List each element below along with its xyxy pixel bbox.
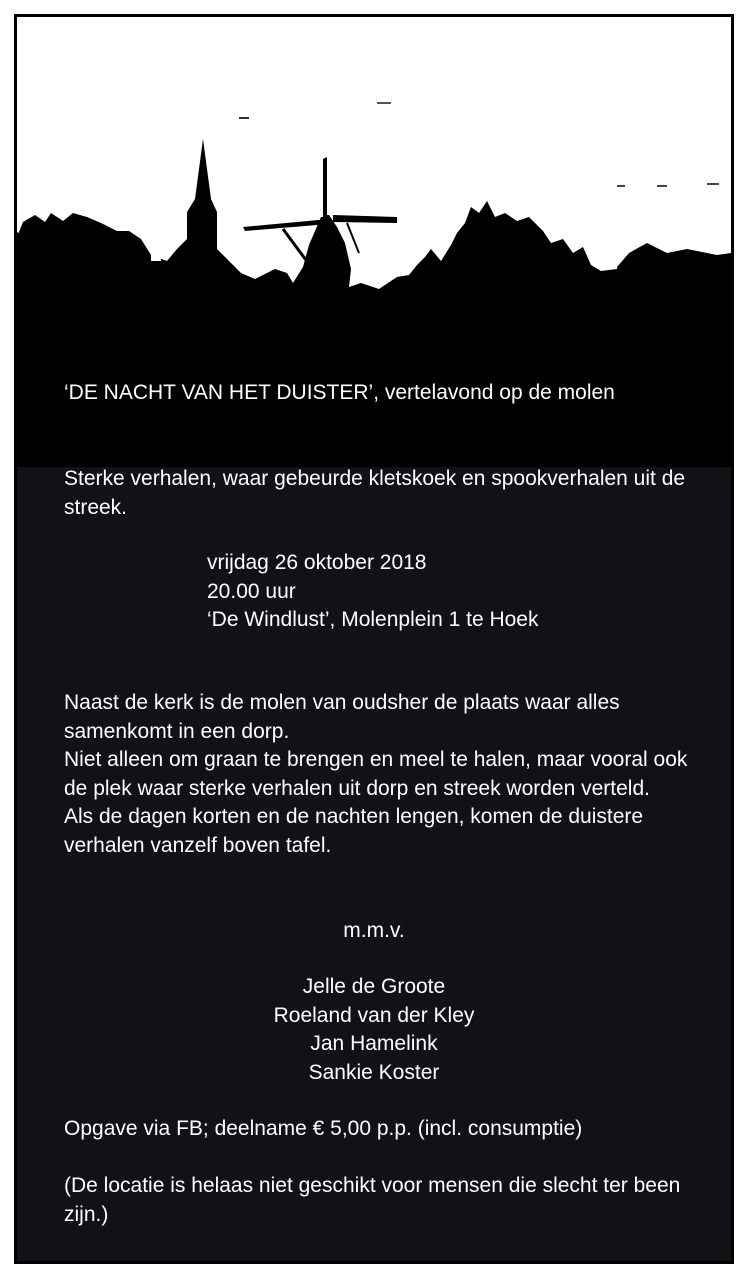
performer-name: Roeland van der Kley bbox=[273, 1003, 475, 1027]
accessibility-note: (De locatie is helaas niet geschikt voor mensen die slecht ter been zijn.) bbox=[64, 1174, 681, 1226]
story-paragraph: Niet alleen om graan te brengen en meel te halen, maar vooral ook de plek waar sterke verhalen uit dorp en streek worden verteld. bbox=[64, 748, 688, 800]
performer-list bbox=[17, 973, 731, 1087]
event-details bbox=[207, 549, 707, 635]
event-time: 20.00 uur bbox=[207, 579, 296, 603]
mmv-label: m.m.v. bbox=[343, 919, 405, 942]
performer-name: Sankie Koster bbox=[308, 1060, 440, 1084]
performer-name: Jan Hamelink bbox=[310, 1032, 438, 1055]
event-date: vrijdag 26 oktober 2018 bbox=[207, 551, 427, 574]
story-paragraph: Naast de kerk is de molen van oudsher de plaats waar alles samenkomt in een dorp. bbox=[64, 691, 620, 743]
event-poster bbox=[14, 14, 734, 1264]
signup-info: Opgave via FB; deelname € 5,00 p.p. (incl. consumptie) bbox=[64, 1117, 583, 1140]
event-title: ‘DE NACHT VAN HET DUISTER’, vertelavond op de molen bbox=[64, 381, 615, 404]
story-paragraph: Als de dagen korten en de nachten lengen, komen de duistere verhalen vanzelf boven tafel. bbox=[64, 805, 644, 857]
performer-name: Jelle de Groote bbox=[302, 975, 446, 998]
event-story bbox=[64, 689, 704, 860]
event-location: ‘De Windlust’, Molenplein 1 te Hoek bbox=[207, 608, 539, 631]
event-intro: Sterke verhalen, waar gebeurde kletskoek en spookverhalen uit de streek. bbox=[64, 467, 686, 519]
